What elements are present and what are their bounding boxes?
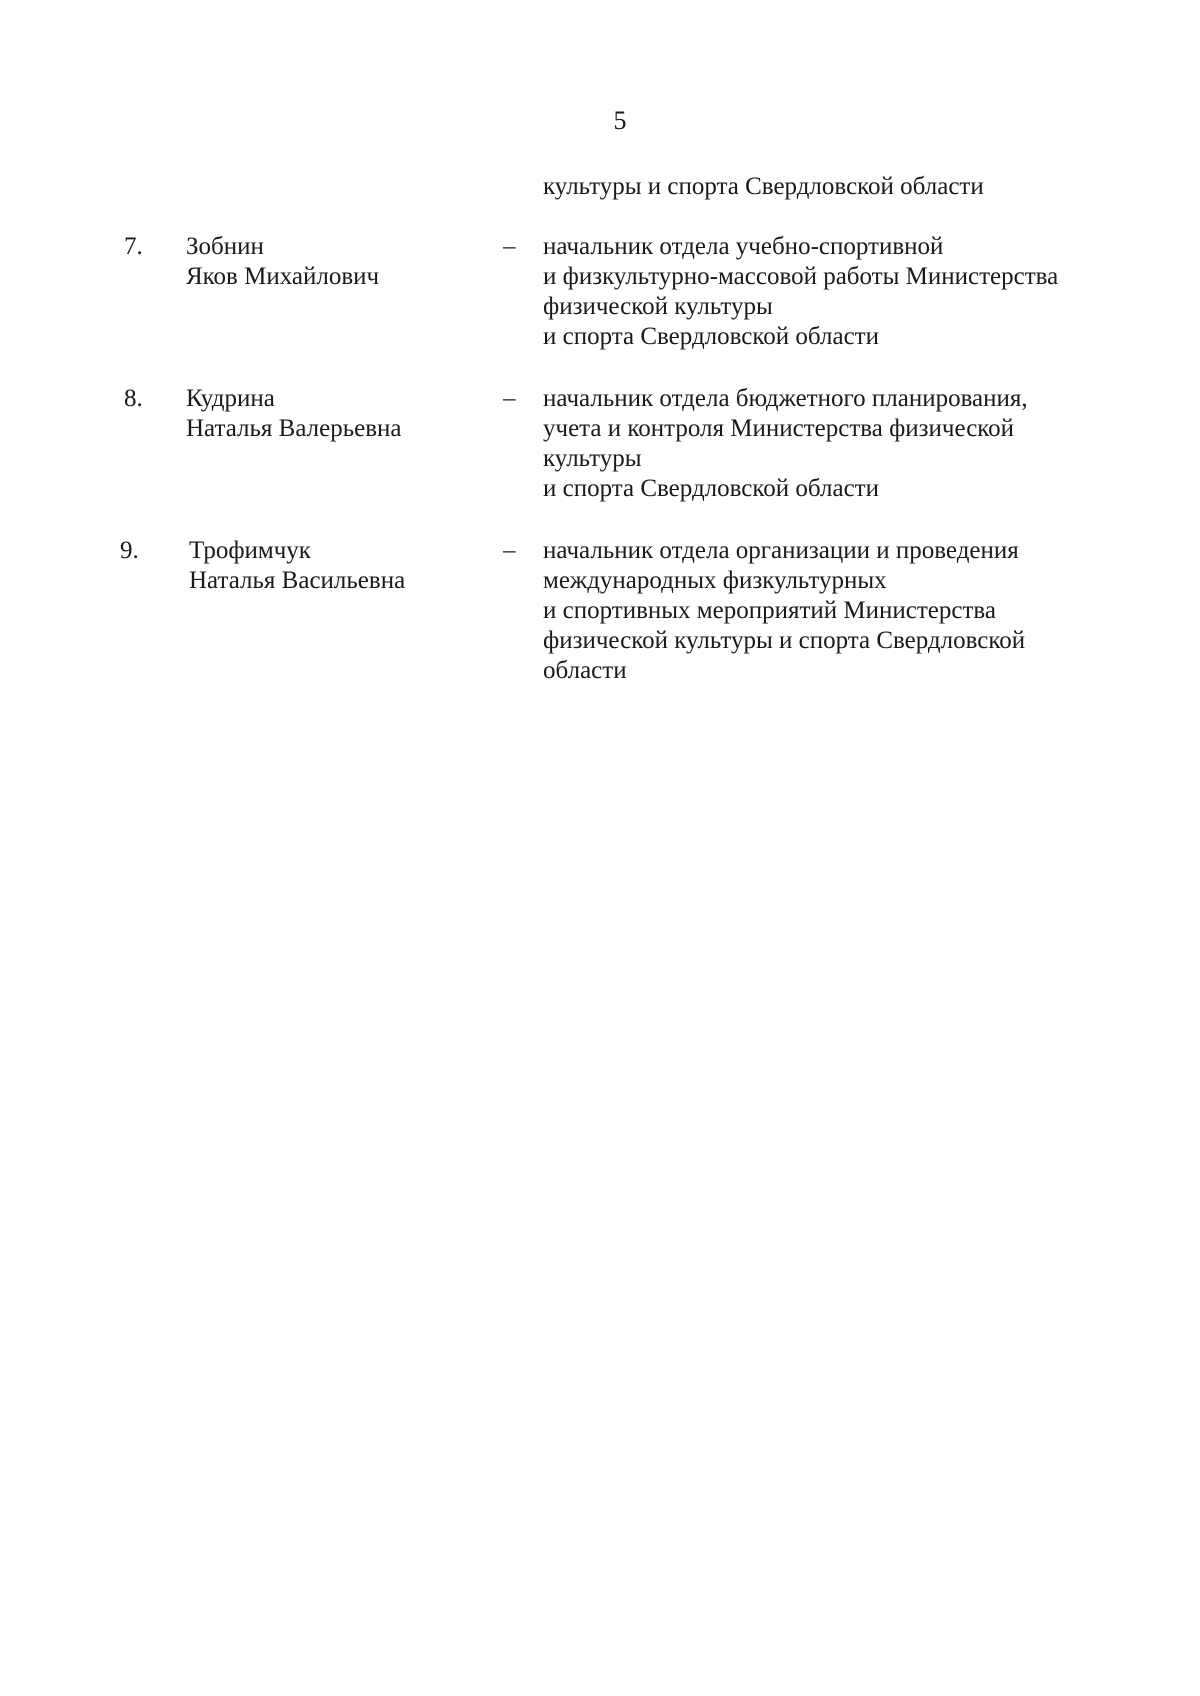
position-line: международных физкультурных: [543, 567, 887, 594]
position-line: и спорта Свердловской области: [543, 475, 879, 502]
job-position: [543, 384, 1028, 504]
entry-number: 7.: [124, 233, 143, 260]
given-names: Яков Михайлович: [186, 263, 380, 290]
position-line: и спортивных мероприятий Министерства: [543, 597, 996, 624]
given-names: Наталья Валерьевна: [186, 415, 402, 442]
entry-number: 9.: [120, 537, 139, 564]
person-name: [186, 232, 379, 292]
job-position: [543, 536, 1025, 686]
given-names: Наталья Васильевна: [189, 567, 406, 594]
position-line: и физкультурно-массовой работы Министерства: [543, 263, 1059, 290]
surname: Зобнин: [186, 233, 264, 260]
position-line: области: [543, 657, 627, 684]
entry-number: 8.: [124, 385, 143, 412]
page-number: 5: [613, 106, 627, 135]
surname: Кудрина: [186, 385, 275, 412]
position-line: физической культуры: [543, 293, 773, 320]
surname: Трофимчук: [189, 537, 311, 564]
position-line: начальник отдела бюджетного планирования,: [543, 385, 1028, 412]
dash-separator: –: [503, 537, 516, 564]
job-position: [543, 232, 1058, 352]
dash-separator: –: [503, 385, 516, 412]
position-line: физической культуры и спорта Свердловской: [543, 627, 1026, 654]
position-line: культуры: [543, 445, 642, 472]
position-line: начальник отдела организации и проведения: [543, 537, 1019, 564]
continuation-text: культуры и спорта Свердловской области: [543, 173, 984, 200]
position-line: начальник отдела учебно-спортивной: [543, 233, 944, 260]
person-name: [189, 536, 405, 596]
position-line: и спорта Свердловской области: [543, 323, 879, 350]
dash-separator: –: [503, 233, 516, 260]
person-name: [186, 384, 402, 444]
position-line: учета и контроля Министерства физической: [543, 415, 1015, 442]
